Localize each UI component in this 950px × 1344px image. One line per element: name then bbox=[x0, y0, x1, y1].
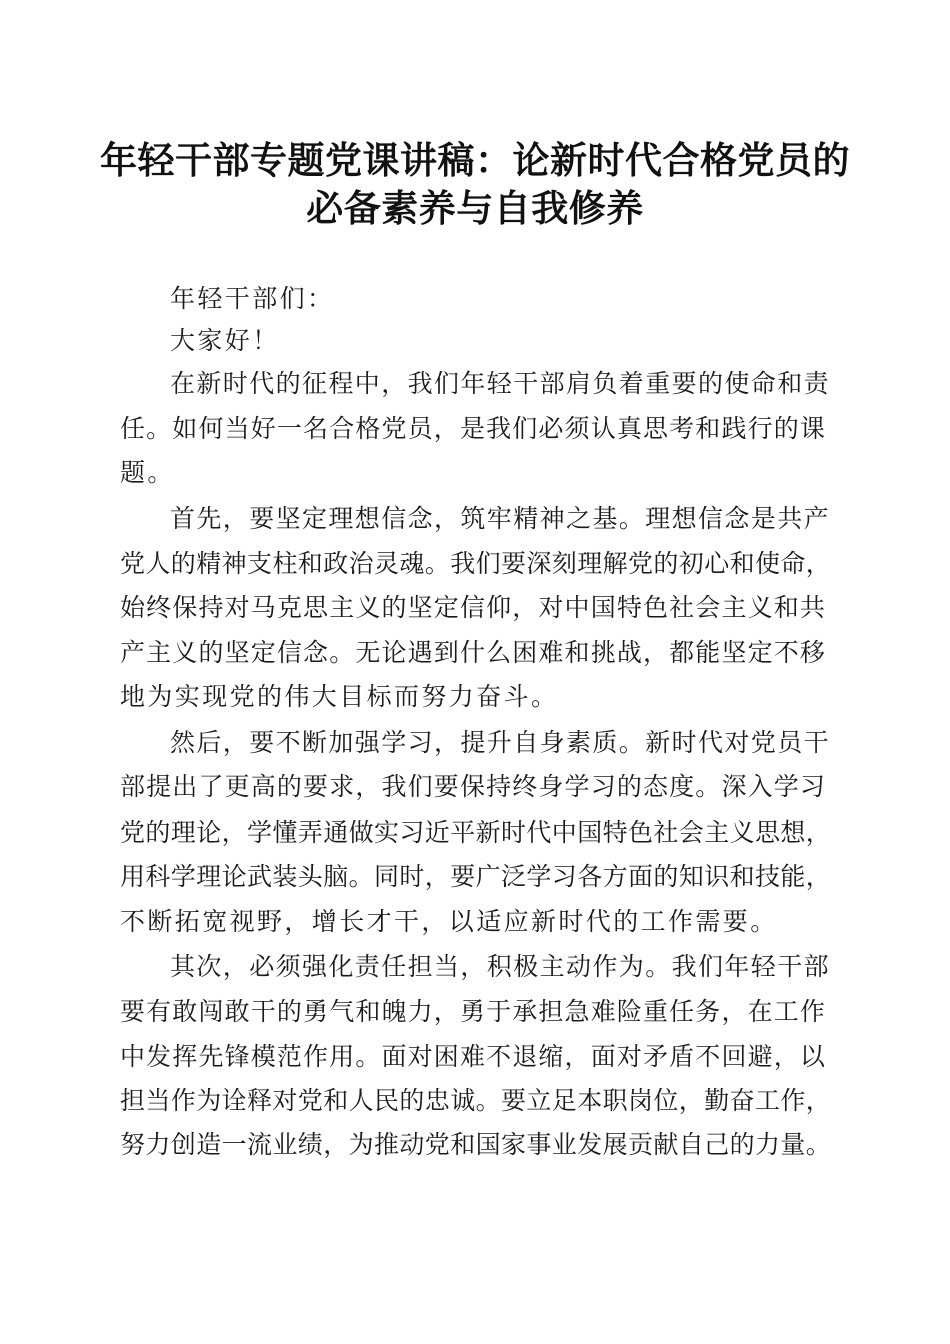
paragraph-3-line-5: 不断拓宽视野，增长才干，以适应新时代的工作需要。 bbox=[120, 907, 778, 936]
paragraph-2-line-2: 党人的精神支柱和政治灵魂。我们要深刻理解党的初心和使命， bbox=[120, 549, 832, 578]
paragraph-2-line-4: 产主义的坚定信念。无论遇到什么困难和挑战，都能坚定不移 bbox=[120, 638, 827, 667]
paragraph-4-line-4: 担当作为诠释对党和人民的忠诚。要立足本职岗位，勤奋工作， bbox=[120, 1086, 832, 1115]
paragraph-2-line-3: 始终保持对马克思主义的坚定信仰，对中国特色社会主义和共 bbox=[120, 593, 827, 622]
paragraph-4-line-5: 努力创造一流业绩，为推动党和国家事业发展贡献自己的力量。 bbox=[120, 1130, 832, 1159]
paragraph-2-line-5: 地为实现党的伟大目标而努力奋斗。 bbox=[120, 682, 559, 711]
paragraph-3-line-2: 部提出了更高的要求，我们要保持终身学习的态度。深入学习 bbox=[120, 772, 827, 801]
paragraph-3-line-1: 然后，要不断加强学习，提升自身素质。新时代对党员干 bbox=[170, 728, 831, 757]
paragraph-4-line-1: 其次，必须强化责任担当，积极主动作为。我们年轻干部 bbox=[170, 952, 831, 981]
paragraph-1-line-3: 题。 bbox=[120, 458, 175, 487]
paragraph-1-line-2: 任。如何当好一名合格党员，是我们必须认真思考和践行的课 bbox=[120, 414, 827, 443]
paragraph-3-line-3: 党的理论，学懂弄通做实习近平新时代中国特色社会主义思想， bbox=[120, 818, 832, 847]
paragraph-1-line-1: 在新时代的征程中，我们年轻干部肩负着重要的使命和责 bbox=[170, 369, 831, 398]
paragraph-2-line-1: 首先，要坚定理想信念，筑牢精神之基。理想信念是共产 bbox=[170, 504, 831, 533]
document-title-line-2: 必备素养与自我修养 bbox=[306, 186, 644, 230]
paragraph-4-line-3: 中发挥先锋模范作用。面对困难不退缩，面对矛盾不回避，以 bbox=[120, 1042, 827, 1071]
paragraph-3-line-4: 用科学理论武装头脑。同时，要广泛学习各方面的知识和技能， bbox=[120, 862, 832, 891]
paragraph-4-line-2: 要有敢闯敢干的勇气和魄力，勇于承担急难险重任务，在工作 bbox=[120, 997, 827, 1026]
greeting: 大家好！ bbox=[170, 326, 280, 355]
salutation: 年轻干部们： bbox=[170, 284, 335, 313]
document-title-line-1: 年轻干部专题党课讲稿：论新时代合格党员的 bbox=[100, 138, 850, 182]
